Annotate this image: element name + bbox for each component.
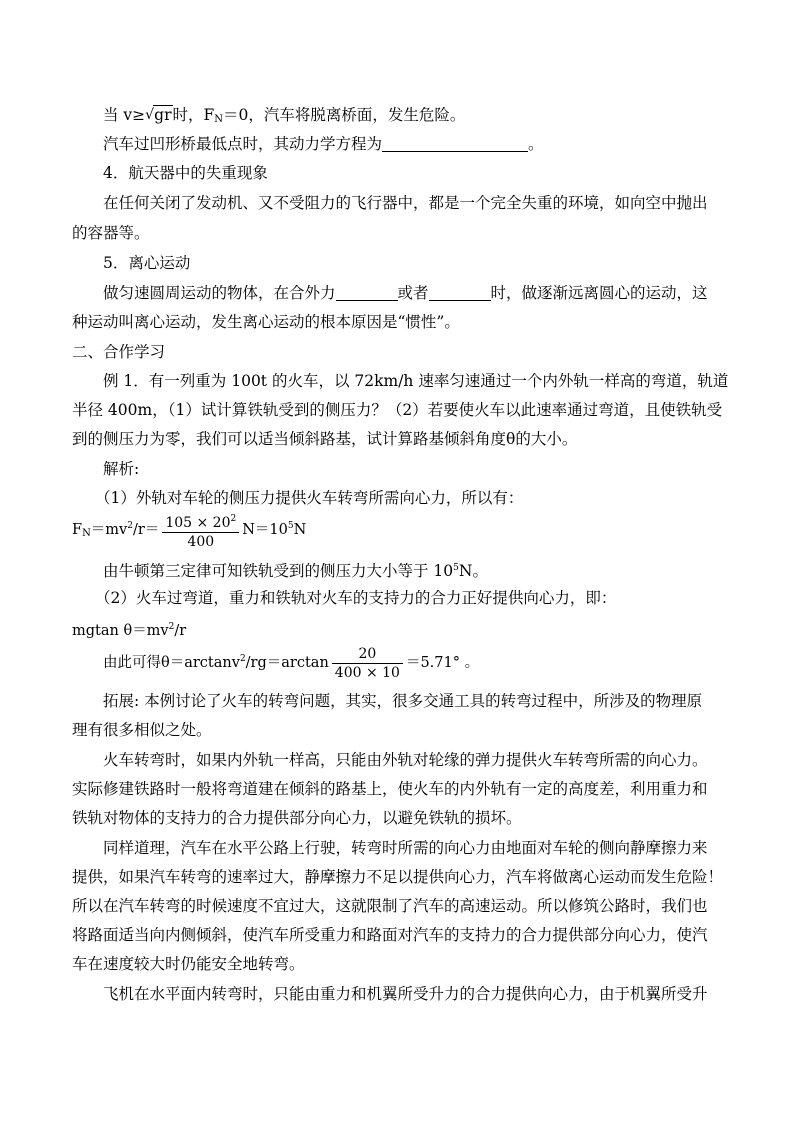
section-heading: 5．离心运动: [103, 254, 191, 272]
formula-line: mgtan $\theta=mv^2/r$: [72, 622, 187, 639]
fraction: $\frac{105 \times 20^2}{400}$: [162, 510, 239, 551]
formula-line: 由此可得θ＝arctanv$^2$/rg＝arctan $\frac{20}{400 \times 10}$ ＝5.71° 。: [103, 645, 480, 681]
text-line: 当 v≥ √ gr时，$F_N=0$，汽车将脱离桥面，发生危险。: [103, 106, 466, 125]
text-line: 在任何关闭了发动机、又不受阻力的飞行器中，都是一个完全失重的环境，如向空中抛出: [103, 194, 708, 212]
text-line: 将路面适当向内侧倾斜，使汽车所受重力和路面对汽车的支持力的合力提供部分向心力，使汽: [72, 926, 708, 944]
text-line: 半径 400m，（1）试计算铁轨受到的侧压力？（2）若要使火车以此速率通过弯道，且使铁轨受: [72, 401, 723, 419]
text-line: 车在速度较大时仍能安全地转弯。: [72, 955, 305, 973]
text-line: 实际修建铁路时一般将弯道建在倾斜的路基上，使火车的内外轨有一定的高度差，利用重力和: [72, 780, 708, 798]
answer-blank[interactable]: [429, 284, 491, 301]
text-line: 拓展: 本例讨论了火车的转弯问题，其实，很多交通工具的转弯过程中，所涉及的物理原: [103, 692, 703, 710]
text-line: 例 1．有一列重为 100t 的火车，以 72km/h 速率匀速通过一个内外轨一样高的弯道，轨道: [103, 372, 729, 390]
text-line: 飞机在水平面内转弯时，只能由重力和机翼所受升力的合力提供向心力，由于机翼所受升: [103, 985, 708, 1003]
text-line: 的容器等。: [72, 224, 150, 242]
text-line: 解析:: [103, 460, 140, 478]
formula-line: $F_N=mv^2/r=$ $\frac{105 \times 20^2}{400}$ $N=10^5N$: [72, 506, 306, 554]
text-line: 汽车过凹形桥最低点时，其动力学方程为 。: [103, 135, 544, 153]
answer-blank[interactable]: [382, 135, 528, 152]
text-line: 种运动叫离心运动，发生离心运动的根本原因是“惯性”。: [72, 313, 460, 331]
text-line: 铁轨对物体的支持力的合力提供部分向心力，以避免铁轨的损坏。: [72, 809, 522, 827]
answer-blank[interactable]: [336, 284, 398, 301]
text-line: （1）外轨对车轮的侧压力提供火车转弯所需向心力，所以有：: [95, 489, 524, 507]
fraction: $\frac{20}{400 \times 10}$: [332, 645, 403, 682]
text-line: 由牛顿第三定律可知铁轨受到的侧压力大小等于 $10^5N$。: [103, 562, 488, 580]
text-line: 所以在汽车转弯的时候速度不宜过大，这就限制了汽车的高速运动。所以修筑公路时，我们也: [72, 897, 708, 915]
text-line: 火车转弯时，如果内外轨一样高，只能由外轨对轮缘的弹力提供火车转弯所需的向心力。: [103, 751, 708, 769]
section-heading: 二、合作学习: [72, 343, 166, 361]
text-line: （2）火车过弯道，重力和铁轨对火车的支持力的合力正好提供向心力，即：: [95, 589, 617, 607]
text-line: 到的侧压力为零，我们可以适当倾斜路基，试计算路基倾斜角度θ的大小。: [72, 430, 578, 448]
text-line: 理有很多相似之处。: [72, 721, 212, 739]
text-line: 做匀速圆周运动的物体，在合外力 或者 时，做逐渐远离圆心的运动，这: [103, 284, 708, 302]
text-line: 同样道理，汽车在水平公路上行驶，转弯时所需的向心力由地面对车轮的侧向静摩擦力来: [103, 839, 708, 857]
section-heading: 4．航天器中的失重现象: [103, 164, 268, 182]
sqrt-expression: √ gr: [145, 106, 172, 124]
text-line: 提供，如果汽车转弯的速率过大，静摩擦力不足以提供向心力，汽车将做离心运动而发生危险！: [72, 868, 724, 886]
